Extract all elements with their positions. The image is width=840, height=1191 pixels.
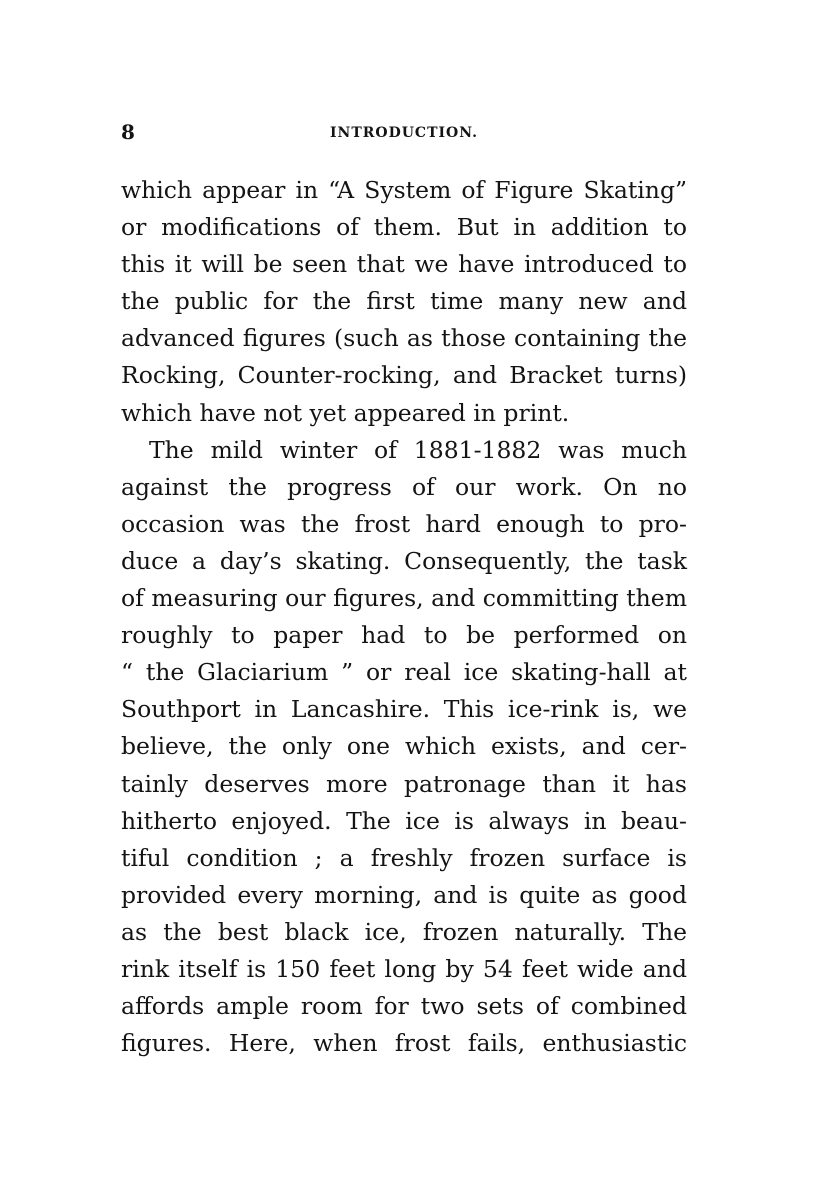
text-line: occasion was the frost hard enough to pro-: [121, 509, 687, 538]
text-line: affords ample room for two sets of combined: [121, 992, 687, 1021]
text-line: of measuring our figures, and committing them: [121, 584, 687, 613]
text-line: which appear in “A System of Figure Skating”: [121, 176, 687, 204]
running-head: INTRODUCTION.: [329, 125, 479, 141]
text-line: Rocking, Counter-rocking, and Bracket turns): [121, 361, 687, 390]
page-number: 8: [121, 120, 135, 144]
text-line: “ the Glaciarium ” or real ice skating-hall at: [121, 658, 687, 687]
text-line: advanced figures (such as those containing the: [121, 324, 687, 353]
text-line: this it will be seen that we have introduced to: [121, 250, 687, 279]
text-line: believe, the only one which exists, and cer-: [121, 732, 687, 761]
text-line: duce a day’s skating. Consequently, the task: [121, 546, 687, 575]
body-text: [121, 172, 687, 1062]
text-line: tainly deserves more patronage than it has: [121, 769, 687, 798]
paragraph-2: [121, 432, 687, 1063]
text-line: against the progress of our work. On no: [121, 472, 687, 501]
text-line: roughly to paper had to be performed on: [121, 621, 687, 650]
text-line: provided every morning, and is quite as good: [121, 880, 687, 909]
text-line: the public for the first time many new and: [121, 287, 687, 316]
text-line: Southport in Lancashire. This ice-rink is, we: [121, 695, 687, 724]
page-header: [121, 121, 687, 143]
text-line: figures. Here, when frost fails, enthusiastic: [121, 1029, 687, 1058]
text-line: which have not yet appeared in print.: [121, 398, 570, 427]
text-line: rink itself is 150 feet long by 54 feet wide and: [121, 954, 687, 983]
text-line: The mild winter of 1881-1882 was much: [149, 435, 687, 464]
text-line: or modifications of them. But in addition to: [121, 213, 687, 242]
text-line: as the best black ice, frozen naturally. The: [121, 917, 687, 946]
text-line: tiful condition ; a freshly frozen surface is: [121, 843, 687, 872]
text-line: hitherto enjoyed. The ice is always in beau-: [121, 806, 687, 835]
paragraph-1: [121, 172, 687, 432]
